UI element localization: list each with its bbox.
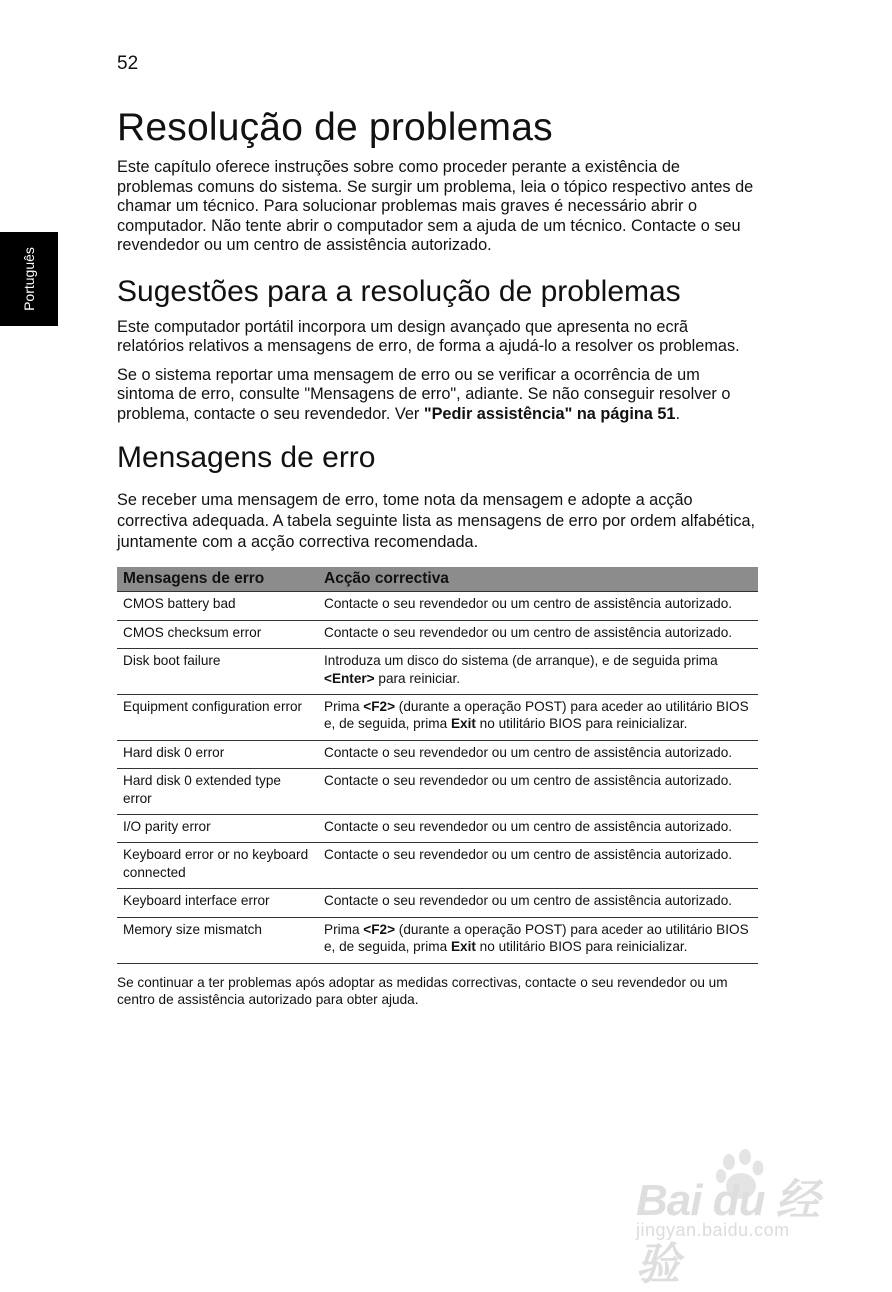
suggestions-paragraph-1: Este computador portátil incorpora um design avançado que apresenta no ecrã relatórios relativos a mensagens de erro, de forma a ajudá-lo a resolver os problemas. xyxy=(117,317,740,355)
table-row xyxy=(117,695,758,741)
watermark-logo-text: Bai du 经验 xyxy=(636,1176,819,1289)
error-message-cell: CMOS battery bad xyxy=(117,592,318,620)
corrective-action-cell xyxy=(318,649,758,695)
action-key-label: <F2> xyxy=(363,921,396,937)
corrective-action-cell xyxy=(318,815,758,843)
action-text: Contacte o seu revendedor ou um centro de assistência autorizado. xyxy=(324,596,733,612)
action-text: Contacte o seu revendedor ou um centro de assistência autorizado. xyxy=(324,893,733,909)
action-text: Prima xyxy=(324,699,364,715)
action-text: (durante a operação POST) para aceder ao utilitário BIOS e, de seguida, prima xyxy=(324,699,749,732)
page-title: Resolução de problemas xyxy=(117,106,553,149)
table-row xyxy=(117,917,758,963)
corrective-action-cell xyxy=(318,843,758,889)
action-text: (durante a operação POST) para aceder ao utilitário BIOS e, de seguida, prima xyxy=(324,921,749,955)
language-side-tab-label: Português xyxy=(21,247,37,311)
error-message-cell: Hard disk 0 error xyxy=(117,740,318,768)
page-content xyxy=(117,100,759,1009)
action-key-label: <F2> xyxy=(363,699,396,715)
table-header-row xyxy=(117,567,758,592)
action-text: Contacte o seu revendedor ou um centro de assistência autorizado. xyxy=(324,624,733,640)
action-text: no utilitário BIOS para reinicializar. xyxy=(475,716,688,732)
action-key-label: Exit xyxy=(450,716,476,732)
error-message-cell: CMOS checksum error xyxy=(117,620,318,648)
corrective-action-cell xyxy=(318,769,758,815)
watermark-url: jingyan.baidu.com xyxy=(636,1220,790,1240)
table-body xyxy=(117,592,758,963)
table-row xyxy=(117,815,758,843)
error-message-cell: Hard disk 0 extended type error xyxy=(117,769,318,815)
suggestions-paragraph-2-text: Se o sistema reportar uma mensagem de erro ou se verificar a ocorrência de um sintoma de erro, consulte "Mensagens de erro", adiante. Se não conseguir resolver o problema, contacte o seu revendedor. Ver xyxy=(117,365,731,423)
action-text: no utilitário BIOS para reinicializar. xyxy=(475,939,688,955)
table-row xyxy=(117,889,758,917)
corrective-action-cell xyxy=(318,740,758,768)
suggestions-heading: Sugestões para a resolução de problemas xyxy=(117,274,681,308)
table-row xyxy=(117,620,758,648)
table-row xyxy=(117,740,758,768)
language-side-tab xyxy=(0,232,58,326)
error-messages-heading: Mensagens de erro xyxy=(117,441,376,474)
table-row xyxy=(117,592,758,620)
action-text: Prima xyxy=(324,921,364,937)
table-row xyxy=(117,843,758,889)
action-text: Contacte o seu revendedor ou um centro de assistência autorizado. xyxy=(324,819,733,835)
intro-paragraph: Este capítulo oferece instruções sobre como proceder perante a existência de problemas comuns do sistema. Se surgir um problema, leia o tópico respectivo antes de chamar um técnico. Para solucionar problemas mais graves é necessário abrir o computador. Não tente abrir o computador sem a ajuda de um técnico. Contacte o seu revendedor ou um centro de assistência autorizado. xyxy=(117,158,754,254)
corrective-action-cell xyxy=(318,620,758,648)
assistance-page-reference[interactable]: "Pedir assistência" na página 51 xyxy=(423,404,676,423)
error-message-cell: Equipment configuration error xyxy=(117,695,318,741)
action-key-label: <Enter> xyxy=(324,670,375,686)
table-row xyxy=(117,769,758,815)
table-row xyxy=(117,649,758,695)
action-key-label: Exit xyxy=(450,939,476,955)
column-header-action: Acção correctiva xyxy=(318,567,758,592)
corrective-action-cell xyxy=(318,695,758,741)
corrective-action-cell xyxy=(318,592,758,620)
error-message-cell: Keyboard interface error xyxy=(117,889,318,917)
page-number: 52 xyxy=(117,53,139,74)
corrective-action-cell xyxy=(318,917,758,963)
action-text: Contacte o seu revendedor ou um centro de assistência autorizado. xyxy=(324,773,733,789)
action-text: para reiniciar. xyxy=(374,670,461,686)
error-message-cell: I/O parity error xyxy=(117,815,318,843)
action-text: Contacte o seu revendedor ou um centro de assistência autorizado. xyxy=(324,744,733,760)
error-messages-intro: Se receber uma mensagem de erro, tome nota da mensagem e adopte a acção correctiva adequada. A tabela seguinte lista as mensagens de erro por ordem alfabética, juntamente com a acção correctiva recomendada. xyxy=(117,491,756,551)
suggestions-paragraph-2 xyxy=(117,366,759,425)
table-footnote: Se continuar a ter problemas após adoptar as medidas correctivas, contacte o seu revendedor ou um centro de assistência autorizado para obter ajuda. xyxy=(117,974,728,1007)
error-messages-table xyxy=(117,567,758,964)
suggestions-paragraph-2-end: . xyxy=(675,404,681,423)
corrective-action-cell xyxy=(318,889,758,917)
error-message-cell: Keyboard error or no keyboard connected xyxy=(117,843,318,889)
action-text: Introduza um disco do sistema (de arranque), e de seguida prima xyxy=(324,653,718,669)
column-header-message: Mensagens de erro xyxy=(117,567,318,592)
error-message-cell: Memory size mismatch xyxy=(117,917,318,963)
action-text: Contacte o seu revendedor ou um centro de assistência autorizado. xyxy=(324,847,733,863)
error-message-cell: Disk boot failure xyxy=(117,649,318,695)
baidu-watermark xyxy=(636,1144,846,1289)
